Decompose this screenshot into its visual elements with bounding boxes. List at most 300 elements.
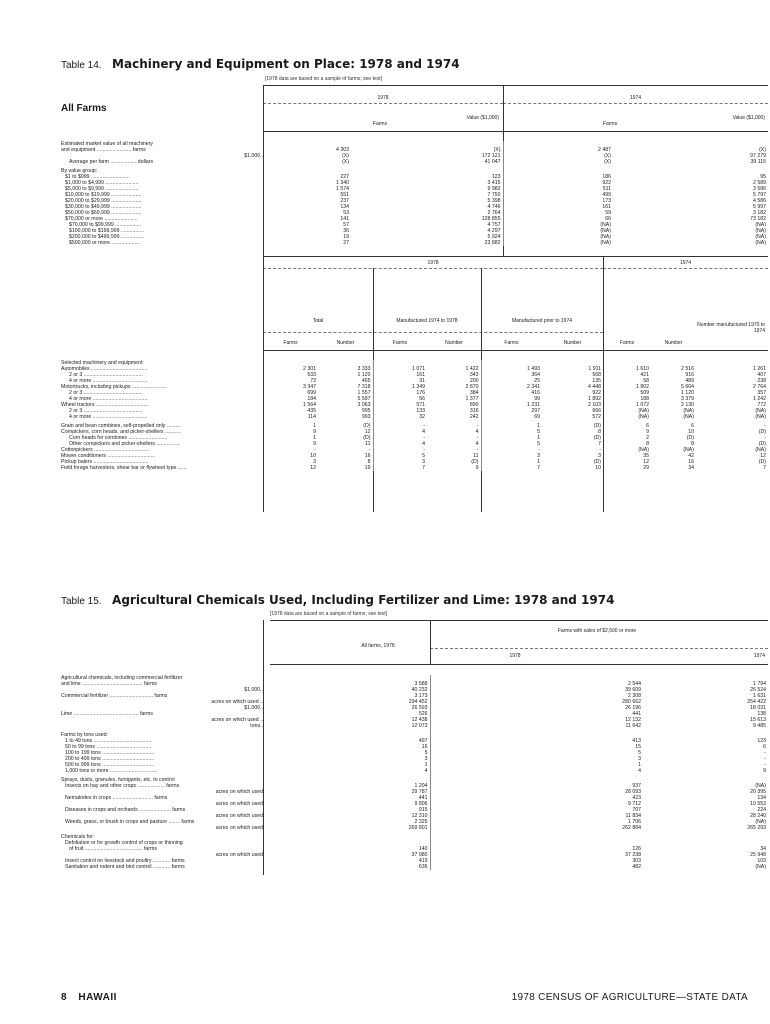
table-cell: 499 (503, 192, 613, 198)
table-cell: 2 341 (481, 384, 542, 390)
table-cell: 4 (373, 441, 427, 447)
t14-hdr-value-1978: Value ($1,000) (466, 115, 499, 121)
table-cell: 262 884 (430, 825, 643, 831)
table-cell: 6 (763, 744, 766, 750)
t14-mid-mfg7478: Manufactured 1974 to 1978 (396, 318, 458, 324)
table-cell: 103 (757, 858, 766, 864)
table-cell: 937 (430, 783, 643, 789)
table-cell: 36 (343, 228, 349, 234)
table-cell: 8 (367, 459, 371, 465)
table14-title: Machinery and Equipment on Place: 1978 and 1974 (112, 57, 460, 71)
table-cell: 1 564 (303, 402, 316, 408)
table-cell: 4 746 (487, 204, 501, 210)
table-cell: (NA) (683, 408, 694, 414)
table-cell: 135 (592, 378, 601, 384)
table-cell: 28 093 (430, 789, 643, 795)
table-cell: 269 801 (408, 825, 428, 831)
table-cell: 6 (691, 423, 694, 429)
t15-hdr-1978: 1978 (509, 653, 521, 659)
table-cell: 29 787 (411, 789, 428, 795)
table-cell: 11 (365, 441, 371, 447)
table-cell: - (368, 447, 371, 453)
table-cell: - (373, 435, 427, 441)
table-cell: 3 347 (303, 384, 316, 390)
table-cell: 133 (373, 408, 427, 414)
row-label: By value group: (61, 168, 98, 174)
table-cell: 19 (364, 465, 371, 471)
table15-title: Agricultural Chemicals Used, Including Fertilizer and Lime: 1978 and 1974 (112, 593, 615, 607)
table-cell: 2 589 (753, 180, 766, 186)
table-cell: 176 (373, 390, 427, 396)
table-cell: 2 764 (487, 210, 501, 216)
table-cell: 161 (373, 372, 427, 378)
t14-mid-1974: 1974 (679, 260, 692, 266)
row-label: 1 to 49 tons ........................................ (65, 738, 152, 744)
table-cell: 2 301 (303, 366, 316, 372)
table-cell: 12 310 (411, 813, 428, 819)
table-cell: 9 982 (487, 186, 501, 192)
table-cell: (D) (686, 435, 694, 441)
table-cell: 254 422 (747, 699, 766, 705)
table-cell: 357 (757, 390, 766, 396)
table-cell: 2 308 (430, 693, 643, 699)
table-cell: (X) (503, 159, 613, 165)
row-label: 100 to 199 tons .................................... (65, 750, 155, 756)
table-cell: 4 297 (487, 228, 501, 234)
t15-hdr-sales: Farms with sales of $2,500 or more (557, 628, 637, 634)
row-label: Insect control on livestock and poultry ............ farms (65, 858, 185, 864)
table-cell: (D) (363, 423, 371, 429)
row-label: $1,000.. (244, 705, 263, 711)
row-label: 4 or more ...................................... (69, 396, 148, 402)
row-label: $100,000 to $199,999 ................ (69, 228, 144, 234)
table-cell: 186 (503, 174, 613, 180)
table-cell: 5 924 (487, 234, 501, 240)
table-cell: 2 516 (681, 366, 694, 372)
table-cell: 7 (598, 441, 601, 447)
table-cell: 1 (481, 435, 542, 441)
table14-label: Table 14. (61, 60, 102, 71)
row-label: $500,000 or more .................... (69, 240, 141, 246)
table-cell: 1 574 (336, 186, 349, 192)
table-cell: (NA) (683, 447, 694, 453)
row-label: $200,000 to $499,999 ................ (69, 234, 144, 240)
table-cell: 4 (430, 768, 643, 774)
row-label: acres on which used .. (211, 717, 263, 723)
table-cell: 11 834 (430, 813, 643, 819)
row-label: acres on which used (215, 813, 263, 819)
table-cell: 922 (503, 180, 613, 186)
table-cell: 73 182 (750, 216, 766, 222)
row-label: and equipment ........................ farms (61, 147, 146, 153)
table-cell: 9 (763, 768, 766, 774)
table-cell: 9 (313, 429, 316, 435)
t14-mid-rule-sub (263, 332, 603, 333)
table-cell: 114 (307, 414, 316, 420)
table-cell: 533 (307, 372, 316, 378)
table-cell: 4 448 (588, 384, 601, 390)
table-cell: 25 948 (750, 852, 766, 858)
table-cell: (D) (593, 459, 601, 465)
t14-mid-number-b: Number (445, 340, 463, 346)
table15-heading (61, 591, 761, 609)
t14-hdr-rule-1978 (263, 103, 503, 104)
table-cell: 915 (418, 807, 428, 813)
table-cell: 1 340 (336, 180, 349, 186)
table-cell: 39 609 (430, 687, 643, 693)
table-cell: 53 (343, 210, 349, 216)
table-cell: 161 (503, 204, 613, 210)
table-cell: 441 (430, 711, 643, 717)
table-cell: 141 (340, 216, 349, 222)
table-cell: 1 (430, 762, 643, 768)
table-cell: (NA) (755, 408, 766, 414)
table-cell: - (373, 447, 427, 453)
table-cell: 2 764 (753, 384, 766, 390)
table-cell: 1 (481, 423, 542, 429)
row-label: $50,000 to $69,999 ..................... (65, 210, 142, 216)
table-cell: 2 544 (430, 681, 643, 687)
table-cell: 995 (361, 408, 371, 414)
table-cell: 511 (503, 186, 613, 192)
table14-top-body (61, 141, 768, 246)
table14-note: [1978 data are based on a sample of farms; see text] (265, 76, 383, 82)
row-label: Automobiles ....................................... (61, 366, 148, 372)
table-cell: 69 (481, 414, 542, 420)
table-cell: (X) (493, 147, 501, 153)
row-label: Sanitation and rodent and bird control ............ farms (65, 864, 185, 870)
t14-mid-rule-1974 (603, 268, 768, 269)
row-label: 2 or 3 ......................................... (69, 390, 143, 396)
table-cell: 16 (421, 744, 428, 750)
table-cell: - (373, 423, 427, 429)
row-label: $1 to $999 ........................... (65, 174, 130, 180)
table-cell: 12 (760, 453, 766, 459)
table-cell: 5 (373, 453, 427, 459)
table-cell: 364 (481, 372, 542, 378)
table-cell: 2 325 (414, 819, 428, 825)
row-label: $10,000 to $19,999 ..................... (65, 192, 142, 198)
table-cell: - (764, 750, 766, 756)
row-label: Average per farm .................. dollars (69, 159, 154, 165)
table-cell: 1 493 (481, 366, 542, 372)
table-cell: 572 (592, 414, 601, 420)
t14-mid-farms-b: Farms (392, 340, 408, 346)
table-cell: 3 (481, 453, 542, 459)
table-cell: 2 130 (681, 402, 694, 408)
table-cell: (D) (363, 435, 371, 441)
t14-hdr-value-1974: Value ($1,000) (732, 115, 765, 121)
table-cell: 1 794 (753, 681, 766, 687)
t14-mid-mfgprior: Manufactured prior to 1974 (511, 318, 573, 324)
row-label: $20,000 to $29,999 ..................... (65, 198, 142, 204)
row-label: Farms by tons used: (61, 732, 108, 738)
table-cell: 3 (430, 756, 643, 762)
table-cell: 421 (640, 372, 649, 378)
table-cell: 172 121 (481, 153, 501, 159)
table-cell: 699 (307, 390, 316, 396)
table-cell: 1 892 (588, 396, 601, 402)
table-cell: 489 (685, 378, 694, 384)
table-cell: (NA) (638, 414, 649, 420)
table-cell: 6 (646, 423, 649, 429)
table-cell: - (764, 423, 766, 429)
table-cell: (D) (758, 459, 766, 465)
t14-hdr-1978: 1978 (377, 95, 389, 101)
table-cell: 11 (473, 453, 479, 459)
table-row (61, 240, 768, 246)
table-cell: 4 (373, 429, 427, 435)
table-cell: (NA) (638, 408, 649, 414)
row-label: Defoliation or for growth control of crops or thinning (65, 840, 183, 846)
row-label: Motortrucks, including pickups ........................ (61, 384, 167, 390)
table-cell: 25 (481, 378, 542, 384)
table-cell: 41 047 (484, 159, 501, 165)
table-cell: (NA) (755, 783, 766, 789)
table-cell: - (476, 423, 479, 429)
table-cell: 1 072 (636, 402, 649, 408)
table-cell: 1 071 (373, 366, 427, 372)
table-cell: (NA) (755, 222, 766, 228)
table-cell: 2 870 (465, 384, 479, 390)
table-cell: 3 415 (487, 180, 501, 186)
table-cell: 5 (481, 429, 542, 435)
table-cell: 19 (343, 234, 349, 240)
t14-hdr-farms-1978: Farms (372, 121, 388, 127)
table-cell: 188 (640, 396, 649, 402)
table-cell: 1 911 (588, 366, 601, 372)
t15-vline-stub (263, 620, 264, 875)
table-cell: 26 524 (750, 687, 766, 693)
table-cell: 407 (757, 372, 766, 378)
table-cell: 8 (598, 429, 601, 435)
table-cell: (D) (593, 423, 601, 429)
table-cell: 5 797 (753, 192, 766, 198)
table-cell: 384 (469, 390, 479, 396)
table-cell: 4 (475, 429, 479, 435)
table-cell: 32 (373, 414, 427, 420)
row-label: $30,000 to $49,999 ..................... (65, 204, 142, 210)
table-cell: 1 349 (373, 384, 427, 390)
table15-note: [1978 data are based on a sample of farms; see text] (270, 611, 388, 617)
table-cell: 666 (592, 408, 601, 414)
table-cell: 10 (310, 453, 316, 459)
table-cell: 9 (313, 441, 316, 447)
row-label: Field forage harvesters, shear bar or flywheel type ...... (61, 465, 187, 471)
table-cell: - (476, 447, 479, 453)
table-cell: 636 (418, 864, 428, 870)
row-label: Chemicals for: (61, 834, 95, 840)
footer-series: 1978 CENSUS OF AGRICULTURE—STATE DATA (511, 992, 748, 1003)
row-label: Selected machinery and equipment: (61, 360, 144, 366)
table-cell: 7 (373, 465, 427, 471)
table-cell: 1 (313, 423, 316, 429)
row-label: Pickup balers ...................................... (61, 459, 149, 465)
t15-hdr-rule (430, 648, 768, 649)
table-cell: 37 980 (411, 852, 428, 858)
row-label: Nematodes in crops ............................ farms (65, 795, 168, 801)
table-cell: 15 (430, 744, 643, 750)
table-cell: 8 (646, 441, 649, 447)
table-cell: 7 750 (487, 192, 501, 198)
table-cell: 34 (760, 846, 766, 852)
table-cell: (NA) (638, 447, 649, 453)
table-cell: 9 (646, 429, 649, 435)
table-cell: - (481, 447, 542, 453)
table-cell: 173 (503, 198, 613, 204)
t14-mid-farms-d: Farms (619, 340, 635, 346)
table-cell: - (764, 756, 766, 762)
table-cell: - (764, 762, 766, 768)
footer-state: HAWAII (78, 992, 117, 1003)
table-cell: 7 (763, 465, 766, 471)
table-cell: 303 (430, 858, 643, 864)
row-label: Estimated market value of all machinery (61, 141, 153, 147)
table-cell: 39 115 (750, 159, 766, 165)
table-cell: 126 (430, 846, 643, 852)
row-label: and lime .......................................... farms (61, 681, 157, 687)
row-label: $1,000.. (244, 153, 263, 159)
table-cell: 57 (343, 222, 349, 228)
t14-hdr-1974: 1974 (629, 95, 642, 101)
table-cell: 3 (598, 453, 601, 459)
table-cell: 1 (481, 459, 542, 465)
table-cell: (NA) (755, 228, 766, 234)
row-label: Agricultural chemicals, including commercial fertilizer (61, 675, 183, 681)
table-cell: - (476, 435, 479, 441)
table-cell: 5 597 (357, 396, 371, 402)
table-cell: 465 (361, 378, 371, 384)
table-cell: 34 (688, 465, 694, 471)
table-cell: 413 (430, 738, 643, 744)
row-label: acres on which used (215, 852, 263, 858)
all-farms-heading: All Farms (61, 103, 107, 114)
row-label: 4 or more ...................................... (69, 378, 148, 384)
row-label: Cottonpickers ...................................... (61, 447, 149, 453)
row-label: Weeds, grass, or brush in crops and pasture ........ farms (65, 819, 195, 825)
table-cell: 423 (430, 795, 643, 801)
table-cell: 435 (307, 408, 316, 414)
table-cell: 7 (481, 465, 542, 471)
table-cell: 890 (469, 402, 479, 408)
table-cell: (D) (758, 441, 766, 447)
table-cell: 993 (361, 414, 371, 420)
footer-left (61, 992, 117, 1003)
table-cell: 140 (418, 846, 428, 852)
table14-heading (61, 55, 721, 73)
row-label: Grain and bean combines, self-propelled only .......... (61, 423, 182, 429)
table-cell: (NA) (503, 240, 613, 246)
table-cell: 7 318 (357, 384, 371, 390)
table-cell: 28 240 (750, 813, 766, 819)
t14-mid-top-rule (263, 256, 768, 257)
table15-label: Table 15. (61, 596, 102, 607)
table-cell: 16 (364, 453, 371, 459)
table-cell: 571 (373, 402, 427, 408)
table-cell: 1 120 (357, 372, 371, 378)
footer-page-number: 8 (61, 992, 68, 1003)
table-cell: 1 610 (636, 366, 649, 372)
table-cell: 238 (757, 378, 766, 384)
table-cell: 12 132 (430, 717, 643, 723)
table15-body (61, 675, 768, 870)
table-cell: 3 (313, 459, 316, 465)
table-cell: 73 (310, 378, 316, 384)
table-cell: 242 (469, 414, 479, 420)
table-cell: 1 120 (681, 390, 694, 396)
t14-hdr-bottom-rule (263, 131, 768, 132)
table-cell: 1 (313, 435, 316, 441)
table-cell: 1 706 (430, 819, 643, 825)
table-cell: 343 (469, 372, 479, 378)
row-label: acres on which used (215, 801, 263, 807)
t15-hdr-1974: 1974 (753, 653, 765, 659)
table-row (61, 465, 768, 471)
t14-mid-number-c: Number (563, 340, 582, 346)
table-cell: 416 (481, 390, 542, 396)
table-cell: 265 293 (747, 825, 766, 831)
table-cell: 4 303 (336, 147, 349, 153)
table-cell: (NA) (755, 234, 766, 240)
row-label: Other cornpickers and picker-shellers ................ (69, 441, 180, 447)
table-cell: 1 802 (636, 384, 649, 390)
t14-mid-total: Total (312, 318, 324, 324)
table-cell: 12 073 (411, 723, 428, 729)
table-cell: 509 (640, 390, 649, 396)
t15-top-rule (270, 620, 768, 621)
table-cell: 9 712 (430, 801, 643, 807)
table-cell: 123 (491, 174, 501, 180)
row-label: 500 to 999 tons .................................... (65, 762, 155, 768)
row-label: Insects on hay and other crops ................... farms (65, 783, 180, 789)
row-label: $1,000 to $4,999 ....................... (65, 180, 139, 186)
table-cell: 5 (424, 750, 428, 756)
table-cell: 3 588 (414, 681, 428, 687)
table-cell: 237 (340, 198, 349, 204)
table-cell: 97 279 (750, 153, 766, 159)
row-label: acres on which used .. (211, 699, 263, 705)
table-cell: 1 231 (481, 402, 542, 408)
table-cell: 12 (364, 429, 371, 435)
row-label: Corn heads for combines ........................... (69, 435, 168, 441)
table-cell: (X) (759, 147, 766, 153)
table-cell: 58 (643, 378, 649, 384)
table-cell: 26 196 (430, 705, 643, 711)
table-cell: (D) (471, 459, 479, 465)
table-cell: 56 (373, 396, 427, 402)
table-cell: (NA) (503, 228, 613, 234)
table-cell: 95 (760, 174, 766, 180)
table-cell: 1 261 (753, 366, 766, 372)
row-label: 200 to 499 tons .................................... (65, 756, 155, 762)
row-label: $5,000 to $9,999 ....................... (65, 186, 139, 192)
table-cell: 123 (757, 738, 766, 744)
table-cell: - (314, 447, 316, 453)
table-cell: 3 586 (753, 186, 766, 192)
table-cell: 2 487 (503, 147, 613, 153)
table-cell: 2 103 (588, 402, 601, 408)
table-cell: 3 (373, 459, 427, 465)
row-label: $70,000 to $99,999 .................. (69, 222, 142, 228)
row-label: tons.. (250, 723, 263, 729)
row-label: Sprays, dusts, granules, fumigants, etc. to control (61, 777, 175, 783)
table-cell: 12 438 (411, 717, 428, 723)
row-label: of fruit ........................................ farms (69, 846, 157, 852)
table-cell: 8 (691, 441, 694, 447)
table-cell: - (764, 435, 766, 441)
table-cell: 3 379 (681, 396, 694, 402)
table-cell: 551 (340, 192, 349, 198)
